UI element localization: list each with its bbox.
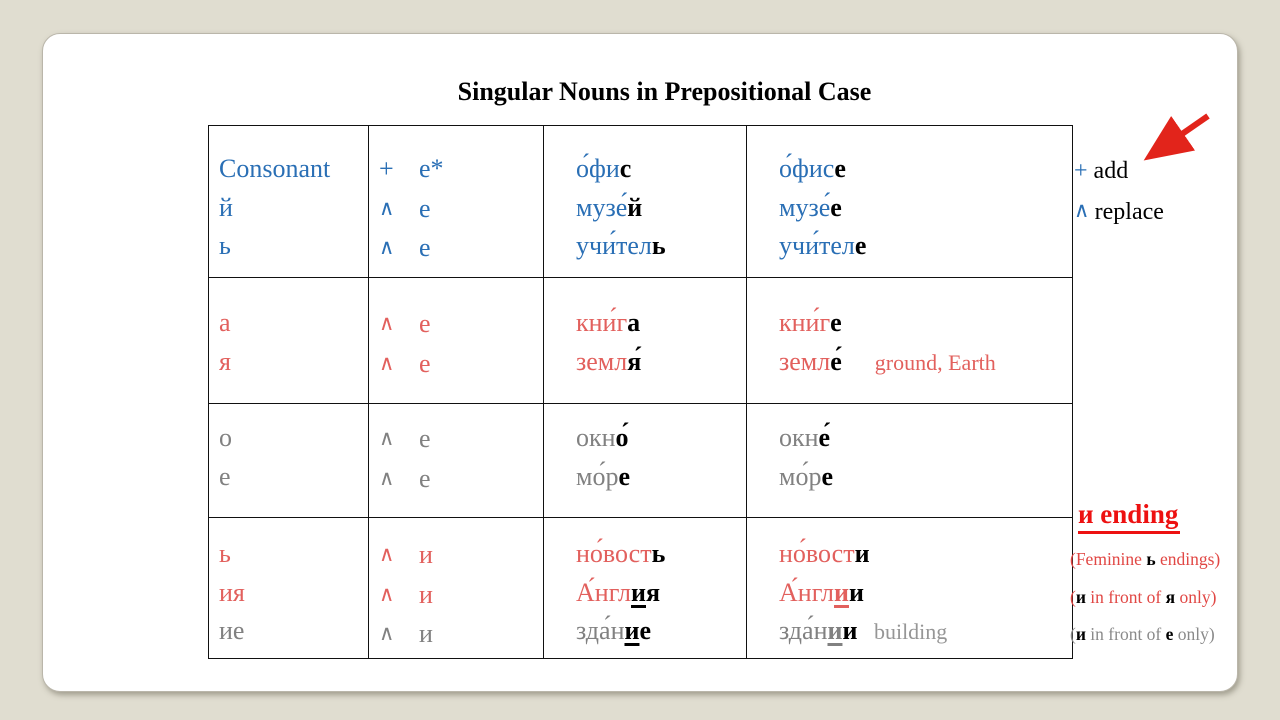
- text-segment: мо́р: [779, 461, 822, 491]
- text-segment: (Feminine: [1070, 549, 1147, 569]
- text-segment: only): [1175, 586, 1217, 607]
- text-line: [219, 612, 368, 651]
- text-segment: in front of: [1085, 586, 1166, 607]
- text-line: [219, 304, 368, 343]
- i-ending-text: и ending: [1078, 499, 1180, 534]
- text-line: [219, 574, 368, 613]
- text-line: [576, 189, 746, 228]
- text-segment: ∧: [1074, 198, 1095, 222]
- i-ending-heading: [1078, 499, 1180, 534]
- legend-replace-line: [1074, 191, 1164, 232]
- text-segment: ь: [219, 539, 231, 568]
- ending-note-line: [1070, 541, 1220, 579]
- text-line: [779, 419, 1072, 458]
- ending-note-line: [1070, 616, 1220, 654]
- text-segment: но́вост: [576, 539, 652, 568]
- text-segment: о: [219, 423, 232, 452]
- text-segment: ия: [219, 577, 245, 607]
- text-segment: и: [827, 616, 843, 645]
- text-line: [779, 150, 1072, 189]
- cell-r2-c4: [747, 278, 1072, 404]
- text-segment: и: [842, 616, 858, 645]
- text-segment: (: [1070, 624, 1076, 644]
- text-segment: й: [627, 192, 643, 222]
- text-segment: е: [834, 154, 846, 183]
- cell-r3-c2: [369, 404, 544, 518]
- text-line: [576, 612, 746, 651]
- text-line: [779, 227, 1072, 266]
- cell-r4-c2: [369, 518, 544, 658]
- operation-symbol: ∧: [379, 581, 395, 606]
- cell-r2-c1: [209, 278, 369, 404]
- text-segment: only): [1173, 624, 1215, 644]
- text-segment: и: [419, 619, 433, 648]
- text-segment: е: [618, 461, 630, 491]
- text-line: [779, 189, 1072, 228]
- text-segment: о́фи: [576, 154, 620, 183]
- text-line: [576, 419, 746, 458]
- text-line: [779, 304, 1072, 343]
- text-segment: я: [1165, 586, 1176, 607]
- text-segment: ь: [651, 231, 666, 260]
- cell-r2-c3: [544, 278, 747, 404]
- text-segment: и: [1075, 624, 1086, 644]
- text-segment: in front of: [1085, 624, 1166, 644]
- text-segment: а: [627, 308, 641, 337]
- ending-notes: [1070, 541, 1220, 654]
- text-segment: Consonant: [219, 154, 331, 183]
- text-segment: зда́н: [779, 616, 828, 645]
- text-line: [379, 575, 543, 615]
- text-line: [576, 458, 746, 497]
- text-line: [219, 189, 368, 228]
- text-segment: учи́тел: [576, 231, 652, 260]
- text-segment: +: [1074, 158, 1094, 184]
- text-line: [379, 614, 543, 654]
- text-segment: ь: [651, 539, 666, 568]
- text-segment: мо́р: [576, 461, 619, 491]
- text-segment: е: [821, 461, 833, 491]
- text-line: [576, 227, 746, 266]
- operation-symbol: ∧: [379, 621, 395, 645]
- cell-r1-c1: [209, 126, 369, 278]
- text-segment: и: [1075, 586, 1086, 607]
- text-line: [779, 535, 1072, 574]
- text-segment: с: [619, 154, 632, 183]
- text-segment: (: [1070, 586, 1076, 607]
- operation-symbol: +: [379, 154, 394, 183]
- text-line: [219, 343, 368, 382]
- text-line: [219, 150, 368, 189]
- text-line: [379, 228, 543, 268]
- text-line: [379, 189, 543, 229]
- text-segment: е: [419, 193, 431, 223]
- text-segment: я: [219, 346, 231, 376]
- endings-table: [208, 125, 1073, 659]
- text-segment: е: [639, 616, 652, 645]
- text-segment: replace: [1094, 199, 1164, 225]
- cell-r3-c1: [209, 404, 369, 518]
- text-segment: кни́г: [576, 308, 628, 337]
- text-segment: ь: [219, 231, 231, 260]
- text-segment: окн: [779, 423, 819, 452]
- text-segment: е: [830, 192, 842, 222]
- operation-symbol: ∧: [379, 426, 395, 450]
- text-segment: о́: [615, 423, 629, 452]
- text-line: [379, 419, 543, 459]
- operation-symbol: ∧: [379, 542, 395, 566]
- text-line: [779, 343, 1072, 383]
- text-segment: я́: [627, 346, 642, 376]
- text-segment: е: [854, 231, 867, 260]
- cell-r2-c2: [369, 278, 544, 404]
- text-line: [576, 343, 746, 382]
- text-segment: кни́г: [779, 308, 831, 337]
- text-segment: и: [849, 577, 864, 607]
- text-segment: о́фис: [779, 154, 835, 183]
- text-segment: ие: [219, 616, 245, 645]
- text-line: [379, 344, 543, 384]
- cell-r4-c1: [209, 518, 369, 658]
- text-segment: я: [646, 577, 661, 607]
- text-segment: ь: [1146, 549, 1156, 569]
- text-line: [779, 574, 1072, 613]
- cell-r1-c3: [544, 126, 747, 278]
- cell-r3-c4: [747, 404, 1072, 518]
- text-segment: building: [857, 619, 948, 644]
- text-line: [576, 304, 746, 343]
- text-segment: музе́: [576, 192, 628, 222]
- text-line: [576, 574, 746, 613]
- text-segment: endings): [1155, 549, 1221, 569]
- text-line: [779, 458, 1072, 497]
- red-arrow-icon: [1134, 108, 1218, 170]
- text-segment: е: [1165, 624, 1174, 644]
- text-segment: е́: [830, 346, 842, 376]
- text-segment: е́: [818, 423, 831, 452]
- text-segment: окн: [576, 423, 616, 452]
- cell-r4-c4: [747, 518, 1072, 658]
- text-segment: земл: [779, 346, 831, 376]
- text-segment: й: [219, 192, 233, 222]
- text-segment: и: [854, 539, 870, 568]
- text-line: [219, 227, 368, 266]
- text-line: [379, 304, 543, 344]
- text-segment: и: [834, 577, 849, 607]
- text-segment: а: [219, 308, 231, 337]
- text-line: [379, 150, 543, 189]
- text-segment: А́нгл: [779, 577, 835, 607]
- text-segment: е: [419, 309, 431, 338]
- text-segment: и: [419, 579, 433, 609]
- ending-note-line: [1070, 579, 1220, 617]
- cell-r1-c2: [369, 126, 544, 278]
- text-segment: е: [219, 461, 231, 491]
- text-segment: и: [624, 616, 640, 645]
- text-line: [219, 419, 368, 458]
- operation-symbol: ∧: [379, 195, 395, 220]
- text-line: [379, 459, 543, 499]
- text-line: [576, 535, 746, 574]
- operation-symbol: ∧: [379, 350, 395, 375]
- operation-symbol: ∧: [379, 235, 395, 259]
- text-segment: учи́тел: [779, 231, 855, 260]
- text-line: [779, 612, 1072, 652]
- text-segment: земл: [576, 346, 628, 376]
- text-line: [219, 458, 368, 497]
- text-segment: и: [631, 577, 646, 607]
- text-segment: зда́н: [576, 616, 625, 645]
- text-segment: add: [1093, 158, 1129, 184]
- text-line: [219, 535, 368, 574]
- text-line: [379, 535, 543, 575]
- operation-symbol: ∧: [379, 465, 395, 490]
- text-segment: и: [419, 540, 433, 569]
- text-segment: музе́: [779, 192, 831, 222]
- cell-r1-c4: [747, 126, 1072, 278]
- text-line: [576, 150, 746, 189]
- operation-symbol: ∧: [379, 311, 395, 335]
- text-segment: е: [419, 424, 431, 453]
- text-segment: но́вост: [779, 539, 855, 568]
- text-segment: ground, Earth: [841, 349, 996, 375]
- cell-r4-c3: [544, 518, 747, 658]
- text-segment: е: [419, 348, 431, 378]
- slide-title: Singular Nouns in Prepositional Case: [457, 77, 872, 106]
- cell-r3-c3: [544, 404, 747, 518]
- text-segment: е: [830, 308, 842, 337]
- text-segment: е: [419, 233, 431, 262]
- text-segment: А́нгл: [576, 577, 632, 607]
- text-segment: е*: [419, 154, 444, 183]
- text-segment: е: [419, 463, 431, 493]
